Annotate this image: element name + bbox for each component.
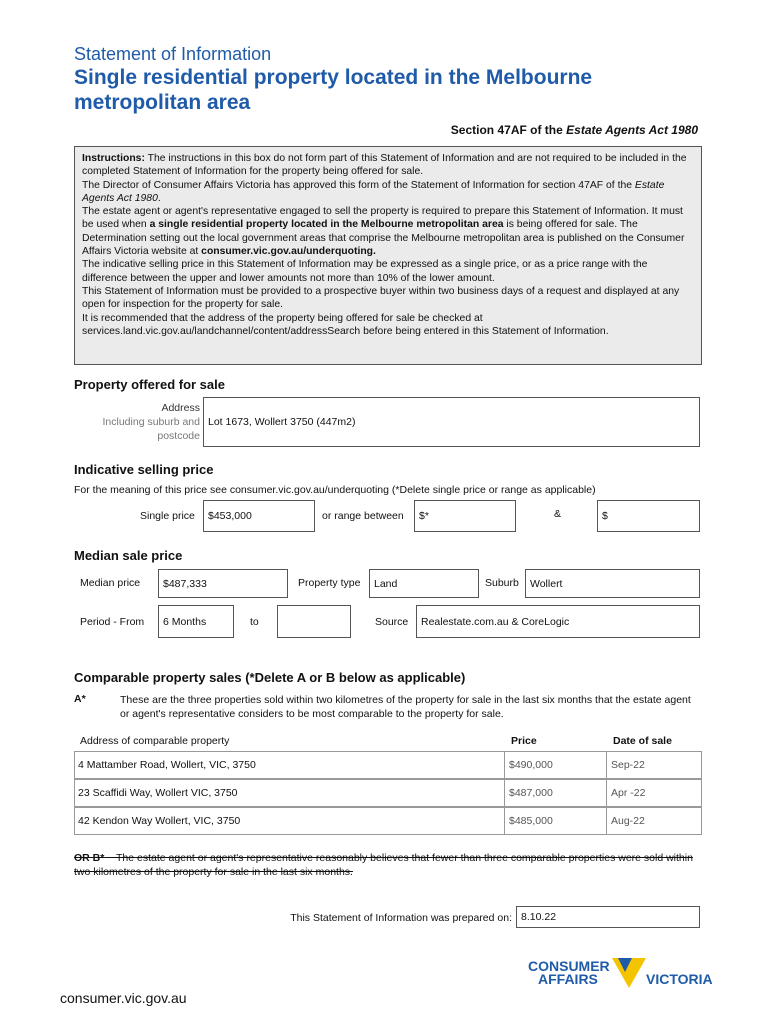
source-field[interactable]: Realestate.com.au & CoreLogic [416,605,700,638]
instructions-p3: The estate agent or agent's representative engaged to sell the property is required to prepare this Statement of Information. It must be used when a single residential property located in the Melbourne metropolitan area is being offered for sale. The Determination setting out the local government areas that comprise the Melbourne metropolitan area is published on the Consumer Affairs Victoria website at consumer.vic.gov.au/underquoting. [82,206,685,258]
instructions-p1: Instructions: The instructions in this box do not form part of this Statement of Information and are not required to be included in the completed Statement of Information for the property being offered for sale. [82,153,687,178]
prepared-date-field[interactable]: 8.10.22 [516,906,700,928]
col-header-address: Address of comparable property [80,735,230,747]
comparable-address-3[interactable]: 42 Kendon Way Wollert, VIC, 3750 [78,815,241,827]
comparable-date-3[interactable]: Aug-22 [611,815,645,827]
range-ampersand: & [554,508,562,520]
document-subtitle: Statement of Information [74,44,272,64]
period-to-label: to [250,616,259,628]
suburb-label: Suburb [485,577,519,589]
instructions-box [74,146,702,365]
address-label-2: Including suburb and [102,416,200,428]
period-to-field[interactable] [277,605,351,638]
suburb-field[interactable]: Wollert [525,569,700,598]
option-b-label: OR B* [74,852,105,864]
col-header-price: Price [511,735,537,747]
range-high-field[interactable]: $ [597,500,700,532]
consumer-affairs-victoria-logo [528,956,713,996]
comparable-date-1[interactable]: Sep-22 [611,759,645,771]
single-price-label: Single price [140,510,195,522]
section-reference: Section 47AF of the Estate Agents Act 1980 [450,123,698,137]
range-low-field[interactable]: $* [414,500,516,532]
logo-text-victoria: VICTORIA [646,971,713,987]
instructions-p4: The indicative selling price in this Statement of Information may be expressed as a single price, or as a price range with the difference between the upper and lower amounts not more than 10% of the lower amount. [82,259,648,284]
address-field[interactable]: Lot 1673, Wollert 3750 (447m2) [203,397,700,447]
comparable-price-3[interactable]: $485,000 [504,807,607,835]
indicative-heading: Indicative selling price [74,462,214,477]
comparable-address-1[interactable]: 4 Mattamber Road, Wollert, VIC, 3750 [78,759,256,771]
median-price-label: Median price [80,577,141,589]
period-from-field[interactable]: 6 Months [158,605,234,638]
prepared-label: This Statement of Information was prepared on: [290,912,512,924]
range-label: or range between [322,510,404,522]
address-label-1: Address [161,402,200,414]
logo-text-consumer: CONSUMER [528,958,610,974]
option-a-label: A* [74,693,86,705]
col-header-date: Date of sale [613,735,672,747]
property-heading: Property offered for sale [74,377,225,392]
instructions-p2: The Director of Consumer Affairs Victoria has approved this form of the Statement of Information for section 47AF of the Estate Agents Act 1980. [82,179,665,204]
median-heading: Median sale price [74,548,183,563]
victoria-triangle-icon [612,958,646,988]
instructions-p6: It is recommended that the address of the property being offered for sale be checked at services.land.vic.gov.au/landchannel/content/addressSearch before being entered in this Statement of Information. [82,312,609,337]
comparable-heading: Comparable property sales (*Delete A or B below as applicable) [74,670,466,685]
period-label: Period - From [80,616,145,628]
comparable-price-2[interactable]: $487,000 [504,779,607,807]
property-type-field[interactable]: Land [369,569,479,598]
property-type-label: Property type [298,577,361,589]
indicative-note: For the meaning of this price see consumer.vic.gov.au/underquoting (*Delete single price or range as applicable) [74,484,596,496]
source-label: Source [375,616,409,628]
option-b-text: The estate agent or agent's representative reasonably believes that fewer than three comparable properties were sold within two kilometres of the property for sale in the last six months. [74,852,693,878]
option-a-text: These are the three properties sold within two kilometres of the property for sale in the last six months that the estate agent or agent's representative considers to be most comparable to the property for sale. [120,694,691,720]
footer-url[interactable]: consumer.vic.gov.au [60,990,187,1006]
option-b-statement [74,851,704,879]
single-price-field[interactable]: $453,000 [203,500,315,532]
median-price-field[interactable]: $487,333 [158,569,288,598]
comparable-price-1[interactable]: $490,000 [504,751,607,779]
comparable-date-2[interactable]: Apr -22 [611,787,646,799]
logo-text-affairs: AFFAIRS [538,971,598,987]
address-label-3: postcode [157,430,200,442]
document-title: Single residential property located in the Melbourne metropolitan area [74,66,593,114]
comparable-address-2[interactable]: 23 Scaffidi Way, Wollert VIC, 3750 [78,787,238,799]
instructions-p5: This Statement of Information must be provided to a prospective buyer within two business days of a request and displayed at any open for inspection for the property for sale. [82,285,680,311]
